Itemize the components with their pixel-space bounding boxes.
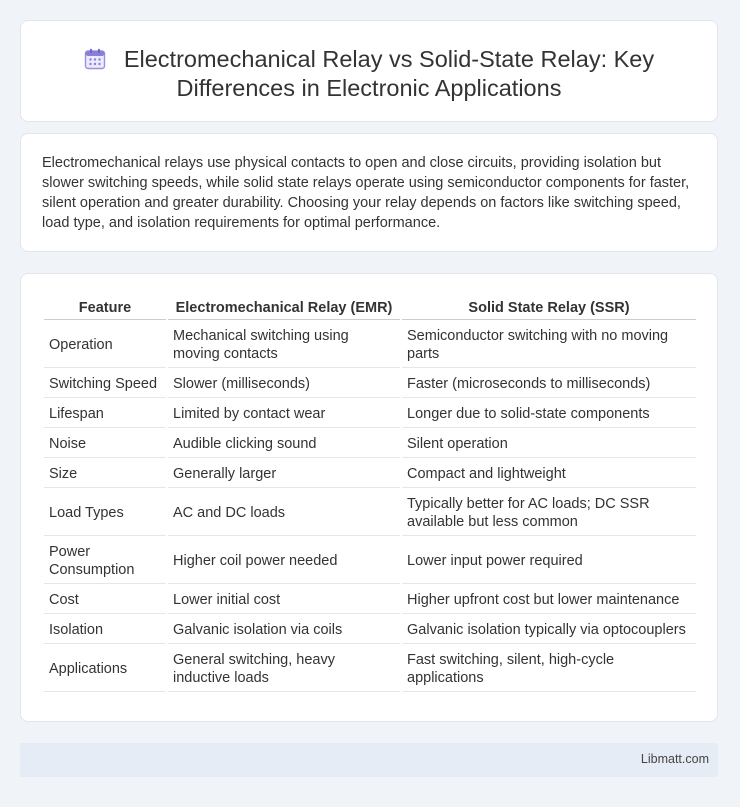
- row-emr: Limited by contact wear: [168, 400, 400, 428]
- row-ssr: Faster (microseconds to milliseconds): [402, 370, 696, 398]
- table-row: [44, 538, 696, 584]
- table-row: [44, 430, 696, 458]
- row-ssr: Higher upfront cost but lower maintenance: [402, 586, 696, 614]
- row-emr: Galvanic isolation via coils: [168, 616, 400, 644]
- row-feature: Switching Speed: [44, 370, 166, 398]
- row-emr: AC and DC loads: [168, 490, 400, 536]
- row-feature: Lifespan: [44, 400, 166, 428]
- table-row: [44, 322, 696, 368]
- row-feature: Applications: [44, 646, 166, 692]
- row-emr: Mechanical switching using moving contacts: [168, 322, 400, 368]
- row-feature: Operation: [44, 322, 166, 368]
- table-row: [44, 586, 696, 614]
- row-ssr: Galvanic isolation typically via optocouplers: [402, 616, 696, 644]
- row-emr: Slower (milliseconds): [168, 370, 400, 398]
- row-ssr: Fast switching, silent, high-cycle applications: [402, 646, 696, 692]
- row-emr: Lower initial cost: [168, 586, 400, 614]
- row-ssr: Semiconductor switching with no moving parts: [402, 322, 696, 368]
- row-feature: Isolation: [44, 616, 166, 644]
- row-feature: Load Types: [44, 490, 166, 536]
- row-feature: Noise: [44, 430, 166, 458]
- row-ssr: Silent operation: [402, 430, 696, 458]
- calendar-icon: [84, 48, 106, 70]
- page-title: [21, 45, 717, 103]
- row-emr: Generally larger: [168, 460, 400, 488]
- title-line-2: Differences in Electronic Applications: [176, 75, 562, 101]
- row-feature: Cost: [44, 586, 166, 614]
- comparison-card: [20, 273, 718, 722]
- table-row: [44, 400, 696, 428]
- row-ssr: Longer due to solid-state components: [402, 400, 696, 428]
- row-feature: Size: [44, 460, 166, 488]
- row-ssr: Compact and lightweight: [402, 460, 696, 488]
- table-row: [44, 370, 696, 398]
- header-ssr: Solid State Relay (SSR): [402, 297, 696, 320]
- table-row: [44, 490, 696, 536]
- comparison-table: [42, 295, 698, 694]
- intro-paragraph: Electromechanical relays use physical contacts to open and close circuits, providing isolation but slower switching speeds, while solid state relays operate using semiconductor components for faster, silent operation and greater durability. Choosing your relay depends on factors like switching speed, load type, and isolation requirements for optimal performance.: [42, 155, 690, 231]
- table-row: [44, 646, 696, 692]
- row-ssr: Lower input power required: [402, 538, 696, 584]
- footer-site-link[interactable]: Libmatt.com: [640, 752, 709, 766]
- table-row: [44, 460, 696, 488]
- footer-bar: [20, 743, 718, 777]
- row-ssr: Typically better for AC loads; DC SSR available but less common: [402, 490, 696, 536]
- row-emr: Audible clicking sound: [168, 430, 400, 458]
- row-emr: Higher coil power needed: [168, 538, 400, 584]
- title-line-1: Electromechanical Relay vs Solid-State Relay: Key: [123, 46, 655, 72]
- header-feature: Feature: [44, 297, 166, 320]
- row-emr: General switching, heavy inductive loads: [168, 646, 400, 692]
- title-card: [20, 20, 718, 122]
- table-row: [44, 616, 696, 644]
- table-header-row: [44, 297, 696, 320]
- row-feature: Power Consumption: [44, 538, 166, 584]
- intro-card: [20, 133, 718, 252]
- header-emr: Electromechanical Relay (EMR): [168, 297, 400, 320]
